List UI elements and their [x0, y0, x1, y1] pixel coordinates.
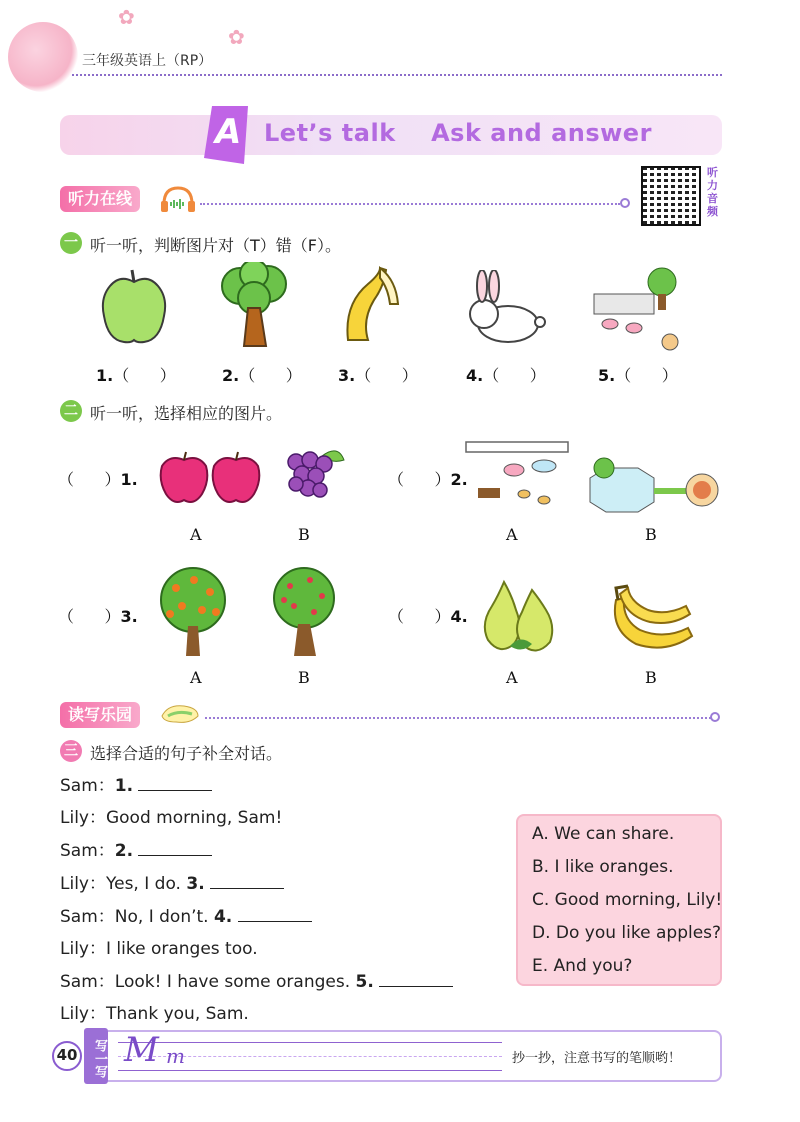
- option-item: D. Do you like apples?: [532, 923, 722, 943]
- qr-caption: 听 力 音 频: [707, 166, 718, 218]
- dialog-line: Lily：Thank you, Sam.: [60, 1004, 249, 1024]
- rabbit-picture: [460, 270, 546, 348]
- q2-item-1[interactable]: （ ）1.: [58, 470, 138, 489]
- q1-item-2[interactable]: 2.（ ）: [222, 366, 302, 385]
- writing-line: [118, 1070, 502, 1071]
- farm-picture: [590, 264, 686, 354]
- option-item: C. Good morning, Lily!: [532, 890, 723, 910]
- apple-picture: [98, 268, 170, 346]
- sample-uppercase-letter: M: [124, 1030, 159, 1070]
- option-item: E. And you?: [532, 956, 633, 976]
- question-2-instruction: 听一听，选择相应的图片。: [90, 404, 283, 423]
- answer-blank[interactable]: [138, 777, 212, 791]
- q1-item-3[interactable]: 3.（ ）: [338, 366, 418, 385]
- dialog-line: Lily：Good morning, Sam!: [60, 808, 283, 828]
- flower-decoration: ✿: [228, 25, 245, 49]
- sample-lowercase-letter: m: [166, 1044, 185, 1068]
- section-divider: [200, 203, 620, 205]
- writing-line: [118, 1042, 502, 1043]
- q2-item-3[interactable]: （ ）3.: [58, 607, 138, 626]
- dialog-line: Sam：1.: [60, 771, 212, 796]
- question-1-instruction: 听一听，判断图片对（T）错（F）。: [90, 236, 341, 255]
- writing-tip: 抄一抄，注意书写的笔顺哟！: [512, 1051, 682, 1066]
- apple-tree-picture: [264, 566, 344, 658]
- zoo-map-picture: [584, 456, 722, 514]
- bananas-picture: [606, 580, 696, 654]
- lesson-title: Let’s talk Ask and answer: [264, 119, 652, 147]
- answer-blank[interactable]: [379, 973, 453, 987]
- grapes-picture: [282, 440, 348, 506]
- writing-tab: 写一写: [84, 1028, 108, 1084]
- qr-code[interactable]: [641, 166, 701, 226]
- page-number: 40: [52, 1041, 82, 1071]
- q2-item-4[interactable]: （ ）4.: [388, 607, 468, 626]
- section-divider: [205, 717, 711, 719]
- header-decoration: [8, 22, 78, 92]
- q1-item-1[interactable]: 1.（ ）: [96, 366, 176, 385]
- option-a-label: A: [506, 525, 518, 544]
- banana-picture: [340, 264, 404, 344]
- header-divider: [72, 74, 722, 76]
- divider-end-icon: [620, 198, 630, 208]
- dialog-line: Sam：2.: [60, 836, 212, 861]
- divider-end-icon: [710, 712, 720, 722]
- answer-blank[interactable]: [138, 842, 212, 856]
- question-3-instruction: 选择合适的句子补全对话。: [90, 744, 283, 763]
- option-item: B. I like oranges.: [532, 857, 674, 877]
- answer-blank[interactable]: [238, 908, 312, 922]
- option-a-label: A: [506, 668, 518, 687]
- dialog-line: Sam：No, I don’t. 4.: [60, 902, 312, 927]
- option-b-label: B: [298, 668, 310, 687]
- headphones-icon: [158, 184, 198, 214]
- question-number-badge: 一: [60, 232, 82, 254]
- reading-section-label: 读写乐园: [60, 702, 140, 728]
- dialog-line: Lily：Yes, I do. 3.: [60, 869, 284, 894]
- farm-scene-picture: [464, 440, 570, 512]
- option-b-label: B: [298, 525, 310, 544]
- answer-blank[interactable]: [210, 875, 284, 889]
- listening-section-label: 听力在线: [60, 186, 140, 212]
- pencil-icon: [158, 700, 202, 726]
- q1-item-5[interactable]: 5.（ ）: [598, 366, 678, 385]
- question-number-badge: 三: [60, 740, 82, 762]
- flower-decoration: ✿: [118, 5, 135, 29]
- option-a-label: A: [190, 525, 202, 544]
- q2-item-2[interactable]: （ ）2.: [388, 470, 468, 489]
- book-header: 三年级英语上（RP）: [82, 53, 213, 69]
- banner-letter: A: [215, 112, 242, 152]
- option-b-label: B: [645, 668, 657, 687]
- dialog-line: Lily：I like oranges too.: [60, 939, 258, 959]
- option-item: A. We can share.: [532, 824, 675, 844]
- option-a-label: A: [190, 668, 202, 687]
- pears-picture: [480, 576, 558, 658]
- apples-picture: [158, 450, 262, 506]
- question-number-badge: 二: [60, 400, 82, 422]
- tree-picture: [218, 262, 292, 348]
- q1-item-4[interactable]: 4.（ ）: [466, 366, 546, 385]
- dialog-line: Sam：Look! I have some oranges. 5.: [60, 967, 453, 992]
- option-b-label: B: [645, 525, 657, 544]
- orange-tree-picture: [150, 566, 236, 658]
